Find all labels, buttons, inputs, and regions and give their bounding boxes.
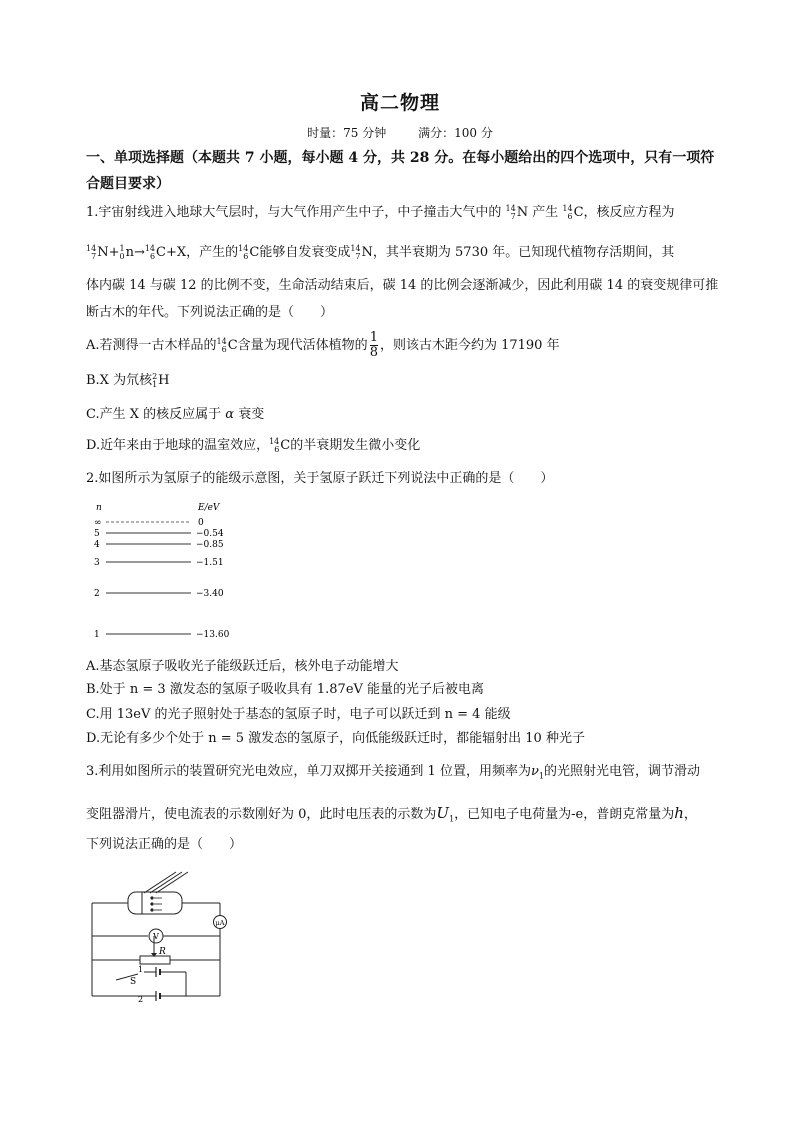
- switch-pos-2: 2: [138, 995, 144, 1004]
- q1-line4: 断古木的年代。下列说法正确的是（ ）: [86, 305, 334, 320]
- level-n-5: 5: [94, 529, 100, 539]
- level-e-2: −3.40: [196, 589, 224, 599]
- q2-stem: 2.如图所示为氢原子的能级示意图，关于氢原子跃迁下列说法中正确的是（ ）: [86, 471, 554, 486]
- q2-option-d[interactable]: D.无论有多少个处于 n = 5 激发态的氢原子，向低能级跃迁时，都能辐射出 10 种光子: [86, 731, 585, 746]
- level-e-3: −1.51: [196, 558, 224, 568]
- energy-level-diagram: [86, 498, 266, 648]
- fraction-one-eighth: $\frac{1}{8}$: [369, 330, 378, 360]
- page-title: 高二物理: [359, 92, 440, 114]
- level-n-2: 2: [94, 589, 100, 599]
- ammeter-label: μA: [215, 919, 225, 927]
- q1-line1: 1.宇宙射线进入地球大气层时，与大气作用产生中子，中子撞击大气中的 14 7 N 产生 14 6 C，核反应方程为: [86, 198, 726, 228]
- level-n-3: 3: [94, 558, 100, 568]
- q2-option-c[interactable]: C.用 13eV 的光子照射处于基态的氢原子时，电子可以跃迁到 n = 4 能级: [86, 707, 511, 722]
- voltmeter-label: V: [153, 932, 159, 941]
- q3-line2: 变阻器滑片，使电流表的示数刚好为 0，此时电压表的示数为$U_1$，已知电子电荷量为-e，普朗克常量为h，: [86, 804, 697, 824]
- nuclide-neutron: 1 0 n: [119, 243, 134, 261]
- q2-option-b[interactable]: B.处于 n = 3 激发态的氢原子吸收具有 1.87eV 能量的光子后被电离: [86, 682, 485, 697]
- time-label: 时量：75 分钟: [307, 126, 387, 140]
- level-e-5: −0.54: [196, 529, 224, 539]
- svg-text:−0.85: −0.85: [196, 540, 224, 550]
- q3-line3: 下列说法正确的是（ ）: [86, 837, 243, 852]
- q1-option-b[interactable]: B.X 为氘核 2 1 H: [86, 371, 170, 389]
- q1-line2: 14 7 N+ 1 0 n→ 14 6 C+X，产生的 14 6 C能够自发衰变成 14 7 N，其半衰期为 5730 年。已知现代植物存活期间，其: [86, 238, 726, 268]
- q1-option-a[interactable]: A.若测得一古木样品的 14 6 C含量为现代活体植物的 $\frac{1}{8}$ ，则该古木距今约为 17190 年: [86, 330, 560, 360]
- level-e-1: −13.60: [196, 630, 230, 640]
- level-n-4: 4: [94, 540, 100, 550]
- q2-option-a[interactable]: A.基态氢原子吸收光子能级跃迁后，核外电子动能增大: [86, 659, 399, 674]
- level-n-inf: ∞: [94, 518, 102, 528]
- level-n-1: 1: [94, 630, 100, 640]
- switch-pos-1: 1: [138, 965, 144, 974]
- rheostat-label: R: [159, 947, 166, 957]
- score-label: 满分：100 分: [418, 126, 493, 140]
- energy-axis-label: E/eV: [198, 503, 220, 513]
- photoelectric-circuit-diagram: [86, 868, 246, 1013]
- phototube: [128, 892, 182, 914]
- q3-line1: 3.利用如图所示的装置研究光电效应，单刀双掷开关接通到 1 位置，用频率为$\nu_1$的光照射光电管，调节滑动: [86, 764, 700, 781]
- section-heading: 一、单项选择题（本题共 7 小题，每小题 4 分，共 28 分。在每小题给出的四个选项中，只有一项符合题目要求）: [86, 150, 715, 192]
- n-axis-label: n: [96, 503, 102, 513]
- exam-meta: [0, 124, 800, 141]
- q1-line3: 体内碳 14 与碳 12 的比例不变，生命活动结束后，碳 14 的比例会逐渐减少，因此利用碳 14 的衰变规律可推: [86, 278, 719, 293]
- rheostat: [140, 956, 170, 964]
- level-e-inf: 0: [198, 518, 204, 528]
- q1-option-c[interactable]: C.产生 X 的核反应属于 α 衰变: [86, 407, 265, 422]
- nuclide-c14: 14 6 C: [562, 203, 584, 221]
- q1-option-d[interactable]: D.近年来由于地球的温室效应， 14 6 C的半衰期发生微小变化: [86, 436, 421, 454]
- nuclide-n14: 14 7 N: [505, 203, 529, 221]
- switch-label: S: [130, 977, 137, 987]
